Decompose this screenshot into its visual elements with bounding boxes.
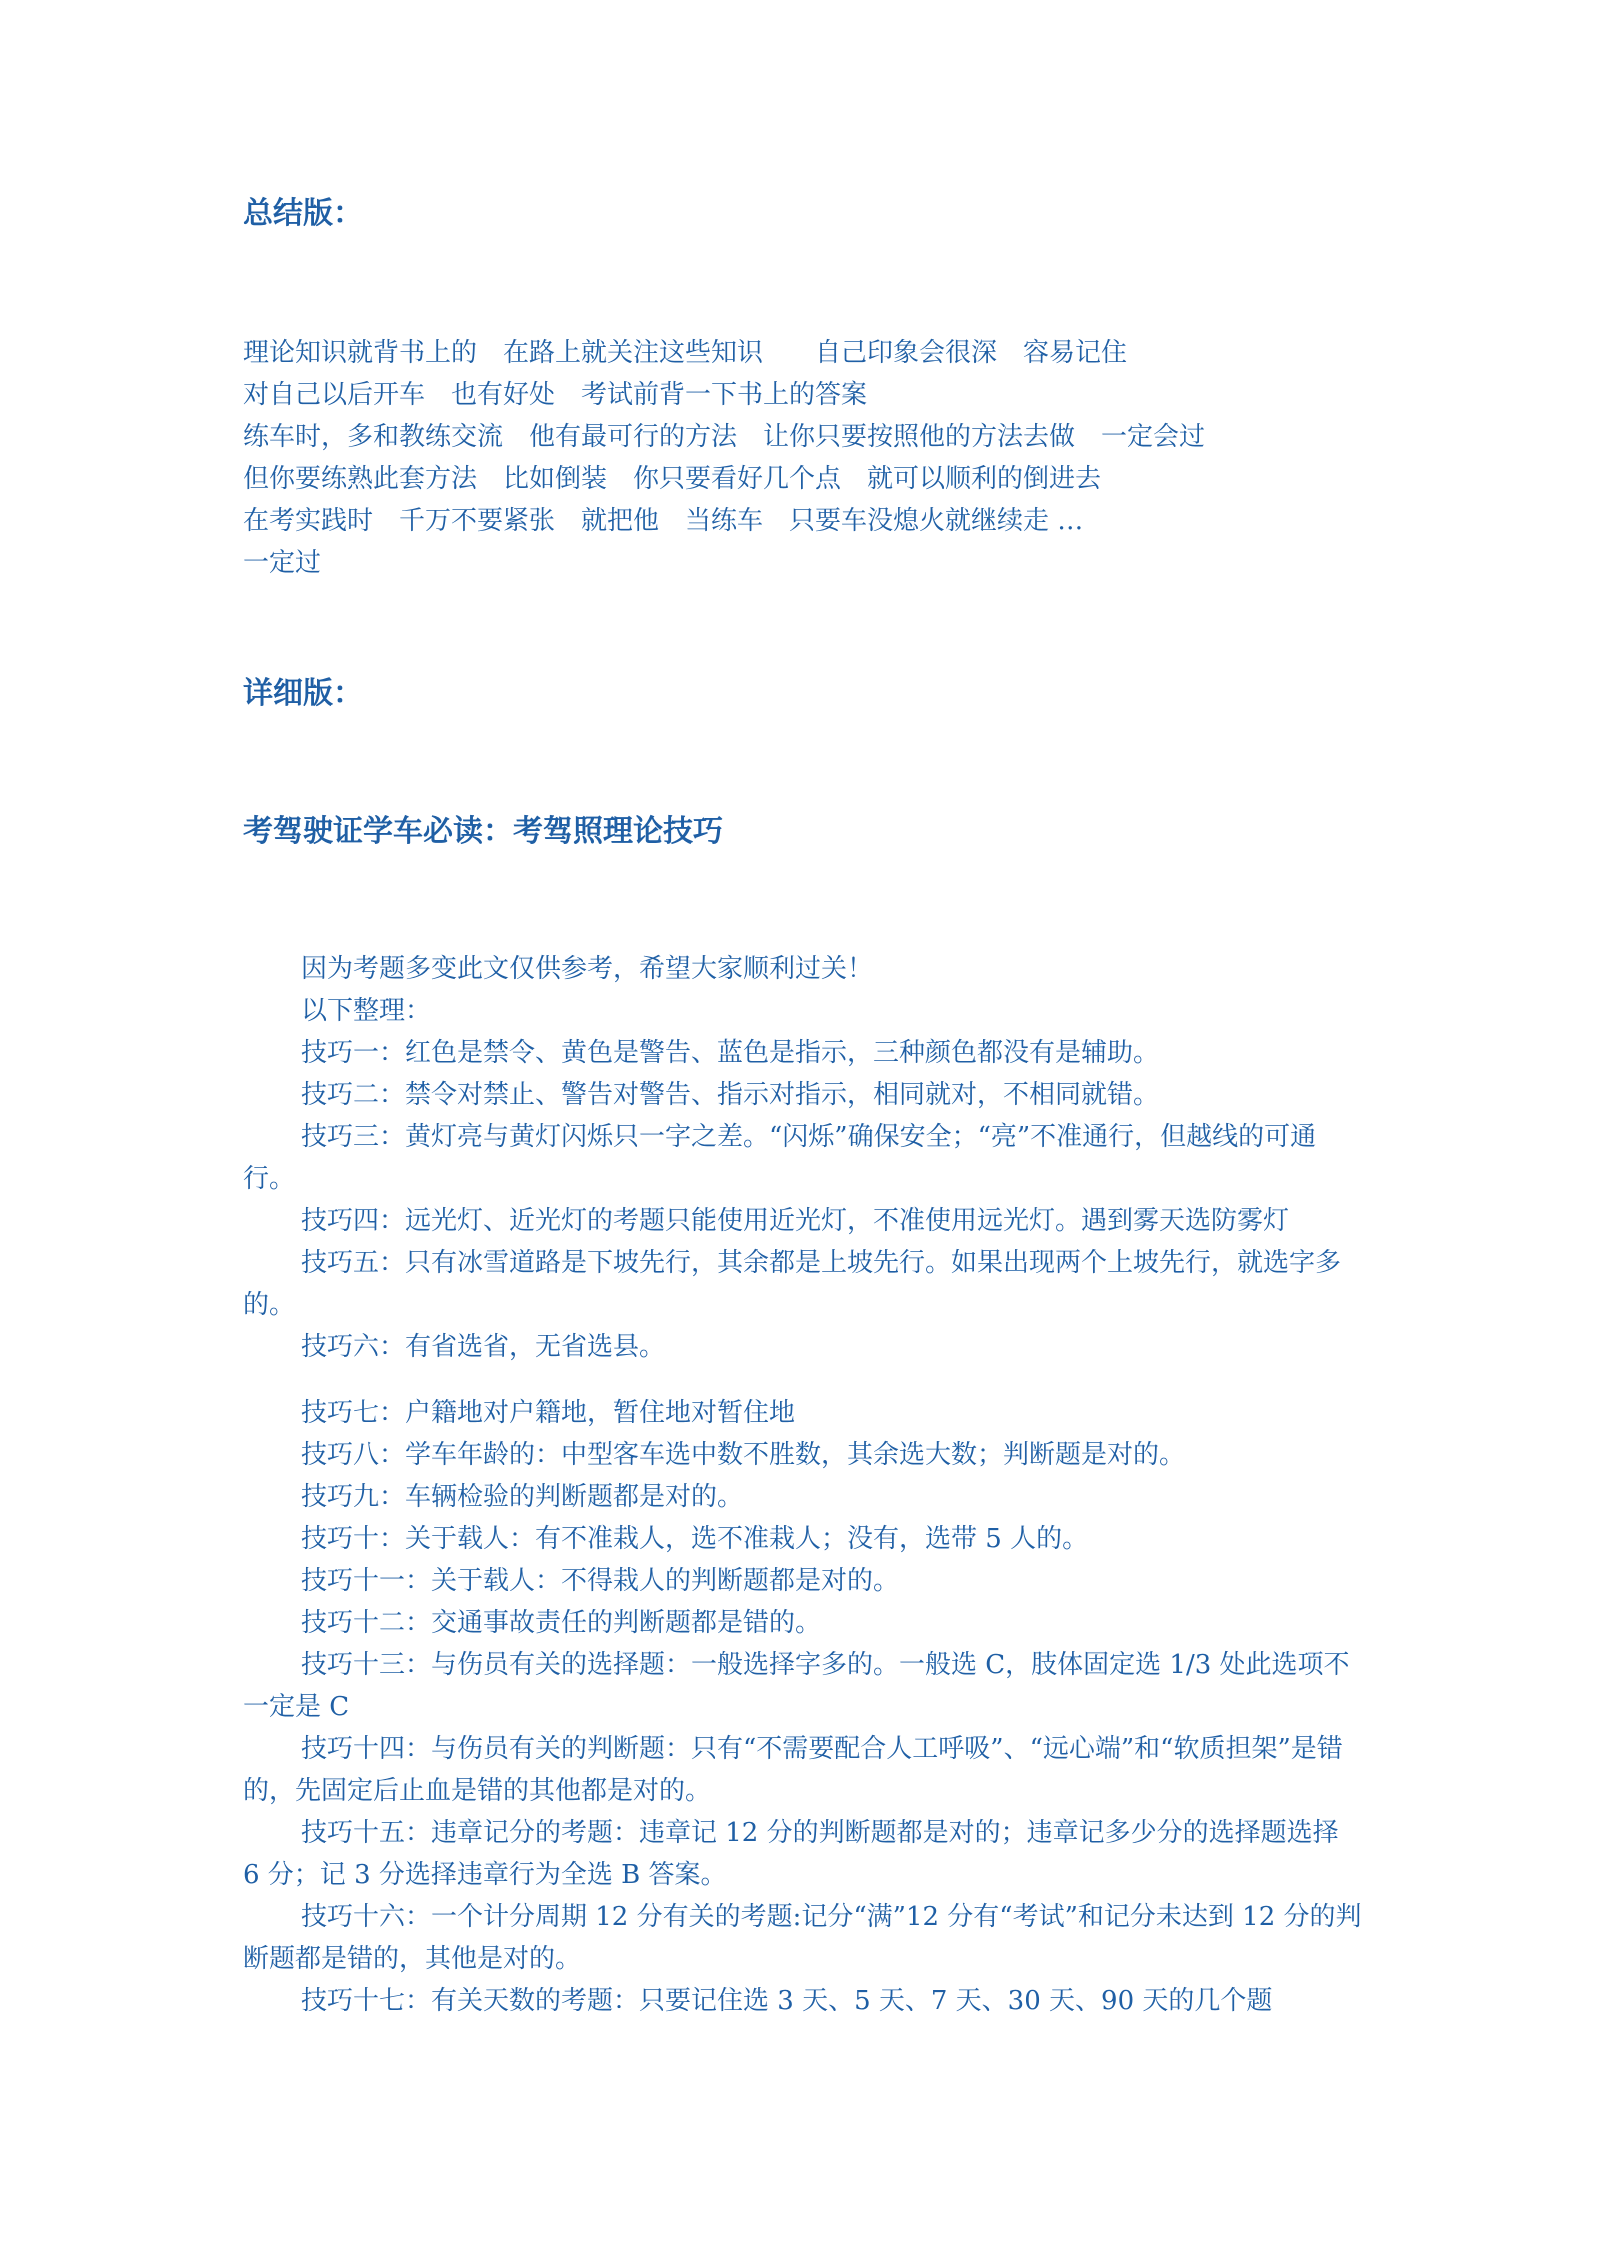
summary-line: 一定过 [243, 548, 322, 578]
summary-block [243, 332, 1205, 584]
tip-item: 技巧十二：交通事故责任的判断题都是错的。 [301, 1608, 822, 1638]
intro-line: 因为考题多变此文仅供参考，希望大家顺利过关！ [301, 954, 874, 984]
tip-item: 技巧一：红色是禁令、黄色是警告、蓝色是指示，三种颜色都没有是辅助。 [301, 1038, 1160, 1068]
tip-item: 技巧十：关于载人：有不准栽人，选不准栽人；没有，选带 5 人的。 [301, 1524, 1089, 1554]
summary-line: 理论知识就背书上的 在路上就关注这些知识 自己印象会很深 容易记住 [243, 338, 1128, 368]
tip-item: 技巧三：黄灯亮与黄灯闪烁只一字之差。“闪烁”确保安全；“亮”不准通行，但越线的可通行。 [243, 1122, 1317, 1194]
tip-item: 技巧四：远光灯、近光灯的考题只能使用近光灯，不准使用远光灯。遇到雾天选防雾灯 [301, 1206, 1290, 1236]
tip-item: 技巧十六：一个计分周期 12 分有关的考题:记分“满”12 分有“考试”和记分未达到 12 分的判断题都是错的，其他是对的。 [243, 1902, 1362, 1974]
tip-item: 技巧十五：违章记分的考题：违章记 12 分的判断题都是对的；违章记多少分的选择题选择 6 分；记 3 分选择违章行为全选 B 答案。 [243, 1818, 1339, 1890]
summary-line: 对自己以后开车 也有好处 考试前背一下书上的答案 [243, 380, 868, 410]
summary-line: 但你要练熟此套方法 比如倒装 你只要看好几个点 就可以顺利的倒进去 [243, 464, 1102, 494]
summary-line: 在考实践时 千万不要紧张 就把他 当练车 只要车没熄火就继续走 … [243, 506, 1084, 536]
summary-line: 练车时，多和教练交流 他有最可行的方法 让你只要按照他的方法去做 一定会过 [243, 422, 1206, 452]
summary-heading: 总结版： [243, 196, 363, 231]
tip-item: 技巧十七：有关天数的考题：只要记住选 3 天、5 天、7 天、30 天、90 天的几个题 [301, 1986, 1273, 2016]
detail-heading: 详细版： [243, 676, 363, 711]
tips-body [243, 948, 1363, 2022]
article-title: 考驾驶证学车必读：考驾照理论技巧 [243, 814, 723, 849]
intro-line: 以下整理： [301, 996, 432, 1026]
tip-item: 技巧十四：与伤员有关的判断题：只有“不需要配合人工呼吸”、“远心端”和“软质担架”是错的，先固定后止血是错的其他都是对的。 [243, 1734, 1343, 1806]
tip-item: 技巧十一：关于载人：不得栽人的判断题都是对的。 [301, 1566, 900, 1596]
tip-item: 技巧二：禁令对禁止、警告对警告、指示对指示，相同就对，不相同就错。 [301, 1080, 1160, 1110]
tip-item: 技巧七：户籍地对户籍地，暂住地对暂住地 [301, 1398, 796, 1428]
tip-item: 技巧六：有省选省，无省选县。 [301, 1332, 666, 1362]
tip-item: 技巧五：只有冰雪道路是下坡先行，其余都是上坡先行。如果出现两个上坡先行，就选字多的。 [243, 1248, 1342, 1320]
tip-item: 技巧十三：与伤员有关的选择题：一般选择字多的。一般选 C，肢体固定选 1/3 处此选项不一定是 C [243, 1650, 1350, 1722]
tip-item: 技巧八：学车年龄的：中型客车选中数不胜数，其余选大数；判断题是对的。 [301, 1440, 1186, 1470]
tip-item: 技巧九：车辆检验的判断题都是对的。 [301, 1482, 744, 1512]
